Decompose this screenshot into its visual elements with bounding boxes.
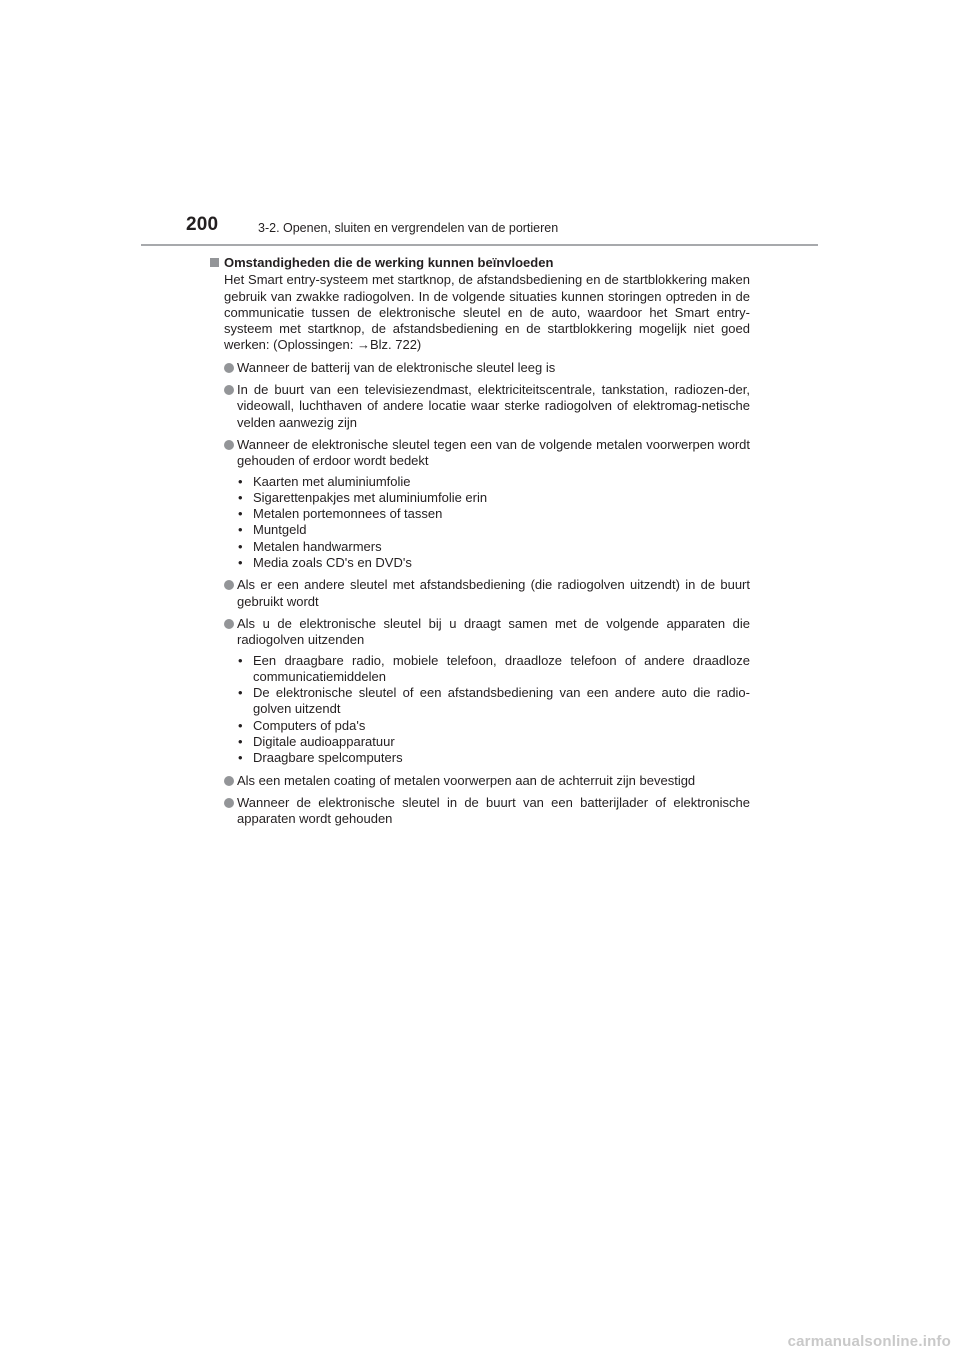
sublist-item: • Metalen handwarmers [237,539,750,555]
sublist-item-text: Computers of pda's [253,717,366,733]
bullet-text: Wanneer de elektronische sleutel tegen een van de volgende metalen voorwerpen wordt gehouden of erdoor wordt bedekt [237,436,750,469]
sublist-item-text: Digitale audioapparatuur [253,734,395,750]
radio-devices-sublist [237,653,750,767]
list-item [224,795,750,828]
sublist-item-text: De elektronische sleutel of een afstandsbediening van een andere auto die radio-golven uitzendt [253,685,750,717]
intro-paragraph: Het Smart entry-systeem met startknop, de afstandsbediening en de startblokkering maken gebruik van zwakke radiogolven. In de volgende situaties kunnen storingen optreden in de communicatie tussen de elektronische sleutel en de auto, waardoor het Smart entry-systeem met startknop, de afstandsbediening en de startblokkering mogelijk niet goed werken: (Oplossingen: →Blz. 722) [224,272,750,353]
sublist-item-text: Media zoals CD's en DVD's [253,555,412,571]
circle-bullet-icon [224,580,234,590]
sublist-item-text: Een draagbare radio, mobiele telefoon, draadloze telefoon of andere draadloze communicatiemiddelen [253,652,750,684]
circle-bullet-icon [224,619,234,629]
page-content [210,255,750,828]
square-bullet-icon [210,258,219,267]
sublist-item-text: Metalen portemonnees of tassen [253,506,443,522]
sublist-item: • Kaarten met aluminiumfolie [237,474,750,490]
sublist-item-text: Draagbare spelcomputers [253,750,403,766]
bullet-text: Wanneer de elektronische sleutel in de buurt van een batterijlader of elektronische apparaten wordt gehouden [237,794,750,827]
page-number: 200 [186,214,219,235]
list-item [224,773,750,789]
circle-bullet-icon [224,776,234,786]
section-heading-text: Omstandigheden die de werking kunnen beïnvloeden [224,255,554,270]
sublist-item: • Sigarettenpakjes met aluminiumfolie erin [237,490,750,506]
sublist-item-text: Sigarettenpakjes met aluminiumfolie erin [253,489,488,505]
list-item [224,360,750,376]
sublist-item-text: Kaarten met aluminiumfolie [253,473,411,489]
chapter-title: 3-2. Openen, sluiten en vergrendelen van de portieren [258,221,559,235]
section-heading [210,255,750,271]
list-item [224,437,750,470]
sublist-item: • Metalen portemonnees of tassen [237,506,750,522]
circle-bullet-icon [224,440,234,450]
sublist-item: • Media zoals CD's en DVD's [237,555,750,571]
sublist-item: • Een draagbare radio, mobiele telefoon, draadloze telefoon of andere draadloze communicatiemiddelen [238,652,750,684]
page-header [0,0,960,250]
watermark: carmanualsonline.info [787,1333,951,1350]
bullet-text: Wanneer de batterij van de elektronische sleutel leeg is [237,359,556,375]
sublist-item: • Draagbare spelcomputers [237,750,750,766]
sublist-item: • Digitale audioapparatuur [237,734,750,750]
bullet-text: Als een metalen coating of metalen voorwerpen aan de achterruit zijn bevestigd [237,772,696,788]
sublist-item: • Muntgeld [237,522,750,538]
circle-bullet-icon [224,363,234,373]
bullet-text: Als er een andere sleutel met afstandsbediening (die radiogolven uitzendt) in de buurt gebruikt wordt [237,577,750,609]
circle-bullet-icon [224,798,234,808]
list-item [224,382,750,431]
sublist-item-text: Metalen handwarmers [253,538,382,554]
bullet-text: In de buurt van een televisiezendmast, elektriciteitscentrale, tankstation, radiozen-der, videowall, luchthaven of andere locatie waar sterke radiogolven of elektromag-netische velden aanwezig zijn [237,382,750,430]
sublist-item: • De elektronische sleutel of een afstandsbediening van een andere auto die radio-golven uitzendt [238,685,750,717]
sublist-item: • Computers of pda's [237,718,750,734]
bullet-text: Als u de elektronische sleutel bij u draagt samen met de volgende apparaten die radiogolven uitzenden [237,615,750,648]
metal-objects-sublist [237,474,750,572]
list-item [224,616,750,649]
list-item [224,577,750,610]
circle-bullet-icon [224,385,234,395]
header-divider [141,244,818,246]
sublist-item-text: Muntgeld [253,522,307,538]
